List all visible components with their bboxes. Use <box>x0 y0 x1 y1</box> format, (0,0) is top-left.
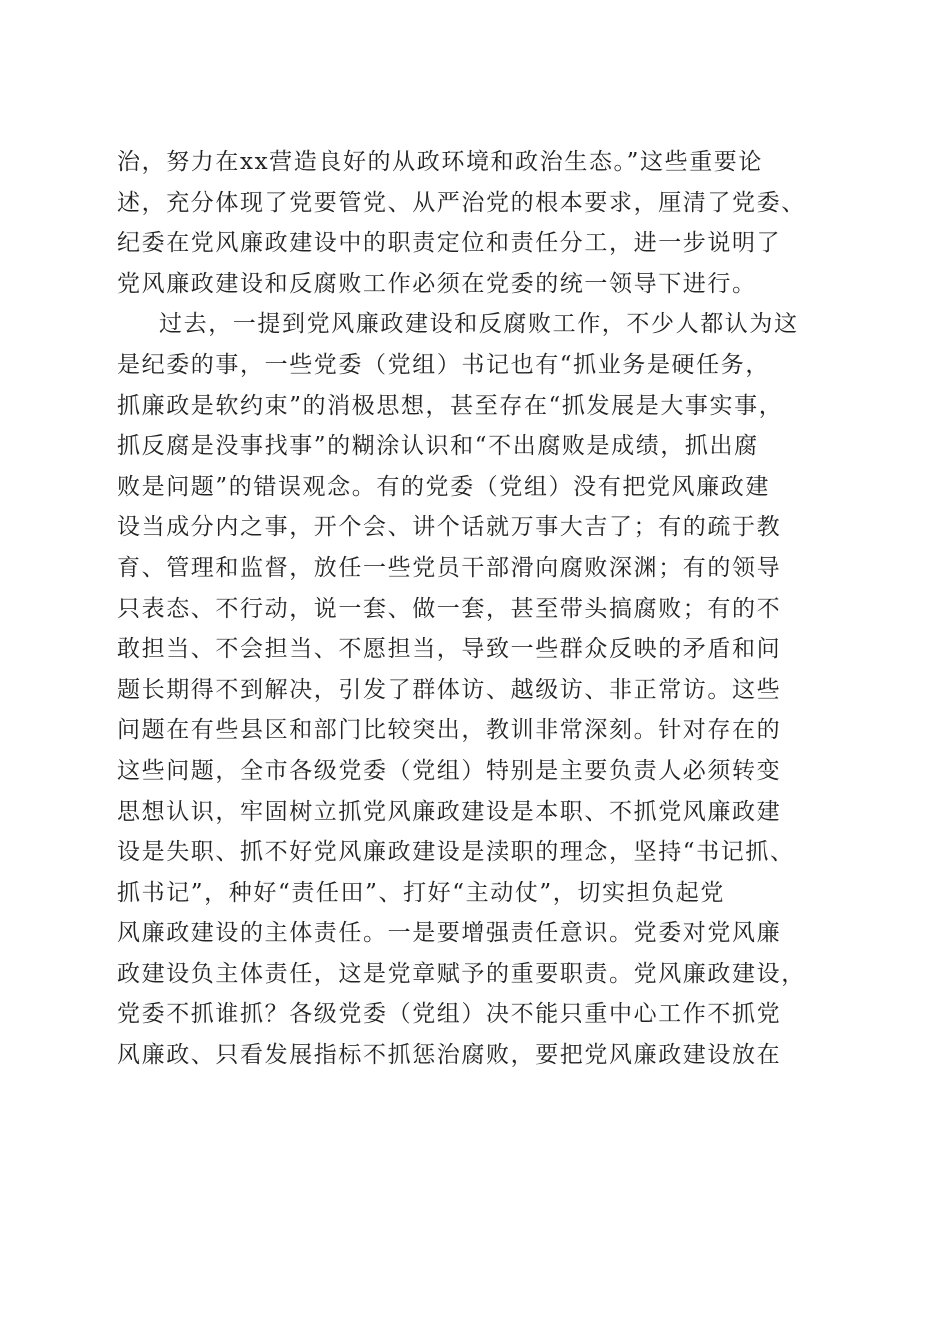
text-line: 过去，一提到党风廉政建设和反腐败工作，不少人都认为这 <box>159 311 799 338</box>
text-line: 思想认识，牢固树立抓党风廉政建设是本职、不抓党风廉政建 <box>117 798 782 825</box>
text-line: 这些问题，全市各级党委（党组）特别是主要负责人必须转变 <box>117 757 782 784</box>
text-line: 纪委在党风廉政建设中的职责定位和责任分工，进一步说明了 <box>117 230 782 257</box>
text-line: 风廉政、只看发展指标不抓惩治腐败，要把党风廉政建设放在 <box>117 1042 782 1069</box>
text-line: 治，努力在xx营造良好的从政环境和政治生态。”这些重要论 <box>117 149 764 175</box>
text-line: 抓反腐是没事找事”的糊涂认识和“不出腐败是成绩，抓出腐 <box>117 433 759 460</box>
document-body <box>117 142 829 1076</box>
text-line: 敢担当、不会担当、不愿担当，导致一些群众反映的矛盾和问 <box>117 636 782 663</box>
text-line: 设是失职、抓不好党风廉政建设是渎职的理念，坚持“书记抓、 <box>117 839 795 866</box>
text-line: 题长期得不到解决，引发了群体访、越级访、非正常访。这些 <box>117 676 782 703</box>
text-line: 是纪委的事，一些党委（党组）书记也有“抓业务是硬任务， <box>117 351 770 378</box>
paragraph-1 <box>117 142 829 304</box>
text-line: 抓廉政是软约束”的消极思想，甚至存在“抓发展是大事实事， <box>117 392 784 419</box>
text-line: 败是问题”的错误观念。有的党委（党组）没有把党风廉政建 <box>117 473 770 500</box>
text-line: 党风廉政建设和反腐败工作必须在党委的统一领导下进行。 <box>117 270 757 297</box>
text-line: 党委不抓谁抓？各级党委（党组）决不能只重中心工作不抓党 <box>117 1001 782 1028</box>
text-line: 述，充分体现了党要管党、从严治党的根本要求，厘清了党委、 <box>117 189 806 216</box>
text-line: 风廉政建设的主体责任。一是要增强责任意识。党委对党风廉 <box>117 920 782 947</box>
text-line: 育、管理和监督，放任一些党员干部滑向腐败深渊；有的领导 <box>117 554 782 581</box>
paragraph-2 <box>117 304 829 1075</box>
text-line: 问题在有些县区和部门比较突出，教训非常深刻。针对存在的 <box>117 717 782 744</box>
text-line: 设当成分内之事，开个会、讲个话就万事大吉了；有的疏于教 <box>117 514 782 541</box>
text-line: 只表态、不行动，说一套、做一套，甚至带头搞腐败；有的不 <box>117 595 782 622</box>
text-line: 政建设负主体责任，这是党章赋予的重要职责。党风廉政建设， <box>117 960 806 987</box>
text-line: 抓书记”，种好“责任田”、打好“主动仗”，切实担负起党 <box>117 879 725 906</box>
